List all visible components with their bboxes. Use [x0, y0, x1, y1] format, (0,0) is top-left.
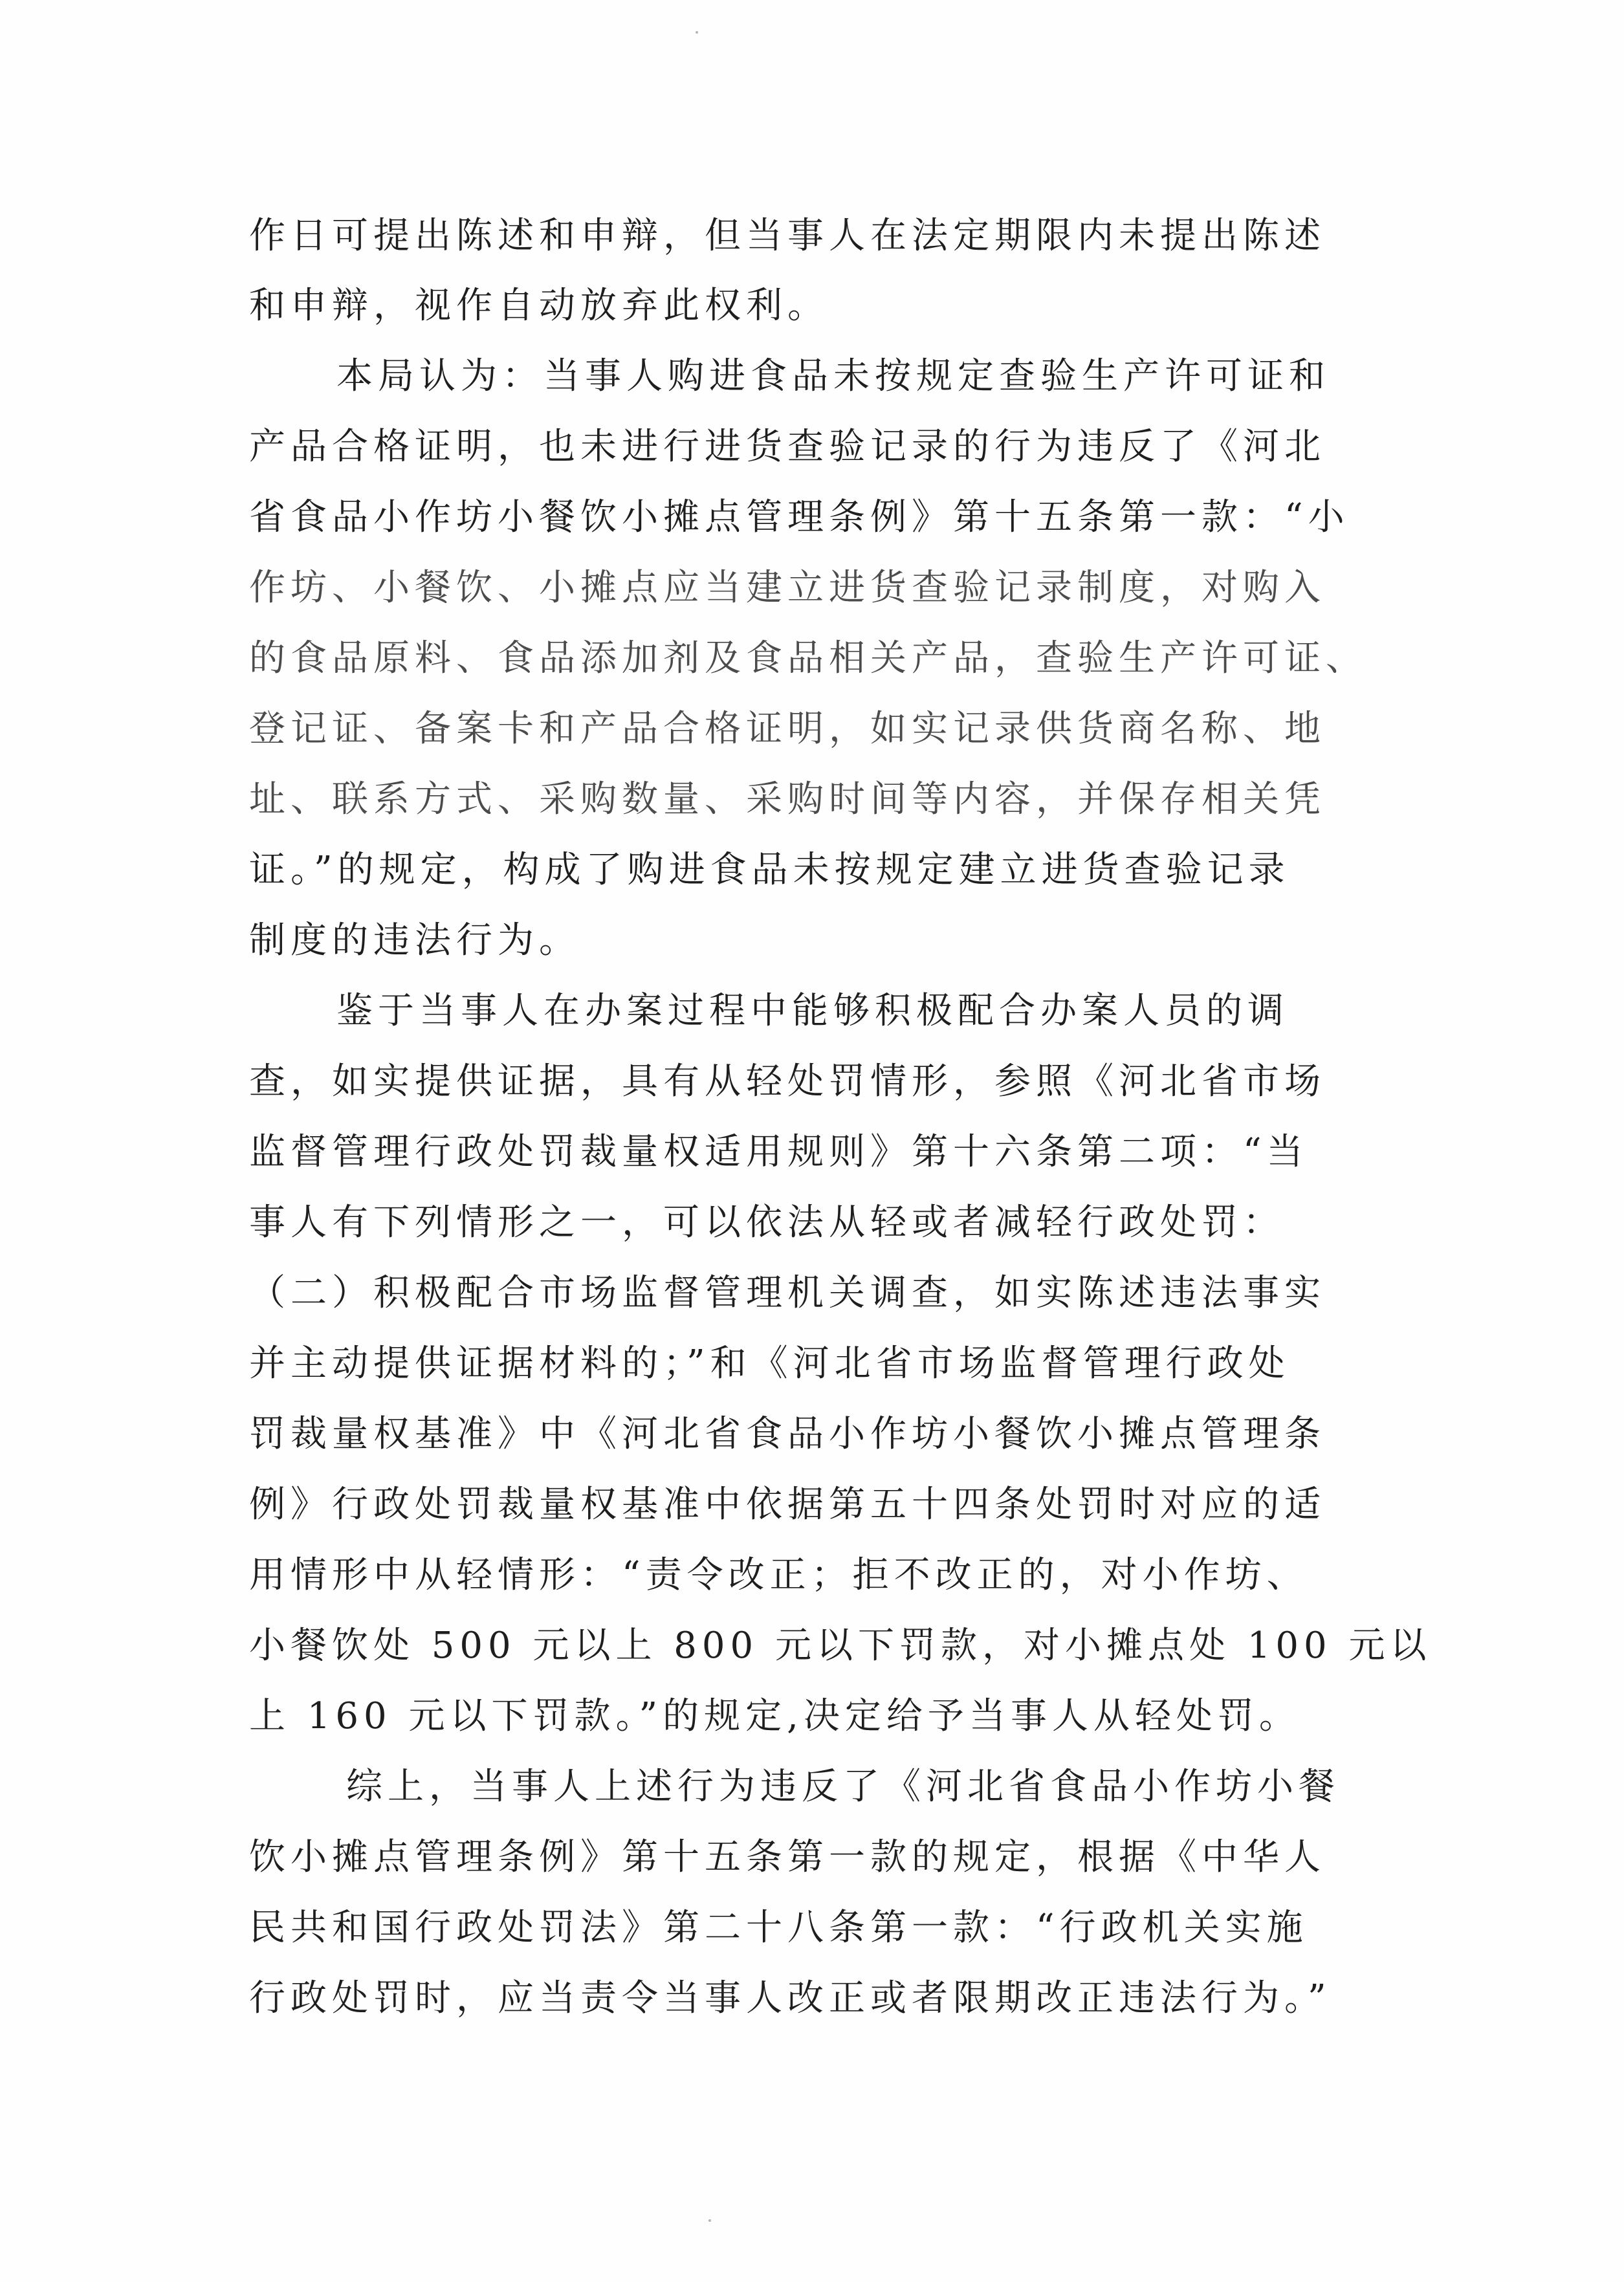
paragraph-line: （二）积极配合市场监督管理机关调查，如实陈述违法事实: [249, 1272, 1326, 1314]
paragraph-line: 鉴于当事人在办案过程中能够积极配合办案人员的调: [336, 990, 1289, 1032]
scan-speck: [708, 2219, 711, 2222]
paragraph-line: 作日可提出陈述和申辩，但当事人在法定期限内未提出陈述: [249, 215, 1326, 257]
paragraph-line: 监督管理行政处罚裁量权适用规则》第十六条第二项：“当: [249, 1131, 1308, 1173]
paragraph-line: 址、联系方式、采购数量、采购时间等内容，并保存相关凭: [249, 778, 1326, 820]
paragraph-line: 例》行政处罚裁量权基准中依据第五十四条处罚时对应的适: [249, 1484, 1326, 1526]
scan-speck: [696, 31, 698, 34]
paragraph-line: 事人有下列情形之一，可以依法从轻或者减轻行政处罚：: [249, 1201, 1284, 1244]
paragraph-line: 综上，当事人上述行为违反了《河北省食品小作坊小餐: [346, 1766, 1340, 1808]
paragraph-line: 的食品原料、食品添加剂及食品相关产品，查验生产许可证、: [249, 637, 1367, 679]
paragraph-line: 和申辩，视作自动放弃此权利。: [249, 285, 829, 327]
paragraph-line: 作坊、小餐饮、小摊点应当建立进货查验记录制度，对购入: [249, 567, 1326, 609]
paragraph-line: 用情形中从轻情形：“责令改正；拒不改正的，对小作坊、: [249, 1554, 1308, 1596]
paragraph-line: 查，如实提供证据，具有从轻处罚情形，参照《河北省市场: [249, 1060, 1326, 1103]
paragraph-line: 登记证、备案卡和产品合格证明，如实记录供货商名称、地: [249, 708, 1326, 750]
paragraph-line: 本局认为：当事人购进食品未按规定查验生产许可证和: [336, 355, 1330, 397]
paragraph-line: 民共和国行政处罚法》第二十八条第一款：“行政机关实施: [249, 1907, 1308, 1949]
paragraph-line: 制度的违法行为。: [249, 919, 580, 961]
paragraph-line: 证。”的规定，构成了购进食品未按规定建立进货查验记录: [249, 849, 1290, 891]
paragraph-line: 并主动提供证据材料的；”和《河北省市场监督管理行政处: [249, 1343, 1290, 1385]
paragraph-line: 省食品小作坊小餐饮小摊点管理条例》第十五条第一款：“小: [249, 496, 1350, 538]
paragraph-line: 行政处罚时，应当责令当事人改正或者限期改正违法行为。”: [249, 1977, 1332, 2019]
paragraph-line: 罚裁量权基准》中《河北省食品小作坊小餐饮小摊点管理条: [249, 1413, 1326, 1455]
paragraph-line: 产品合格证明，也未进行进货查验记录的行为违反了《河北: [249, 426, 1326, 468]
paragraph-line: 饮小摊点管理条例》第十五条第一款的规定，根据《中华人: [249, 1836, 1326, 1878]
paragraph-line: 小餐饮处 500 元以上 800 元以下罚款，对小摊点处 100 元以: [249, 1625, 1432, 1667]
paragraph-line: 上 160 元以下罚款。”的规定,决定给予当事人从轻处罚。: [249, 1695, 1300, 1737]
